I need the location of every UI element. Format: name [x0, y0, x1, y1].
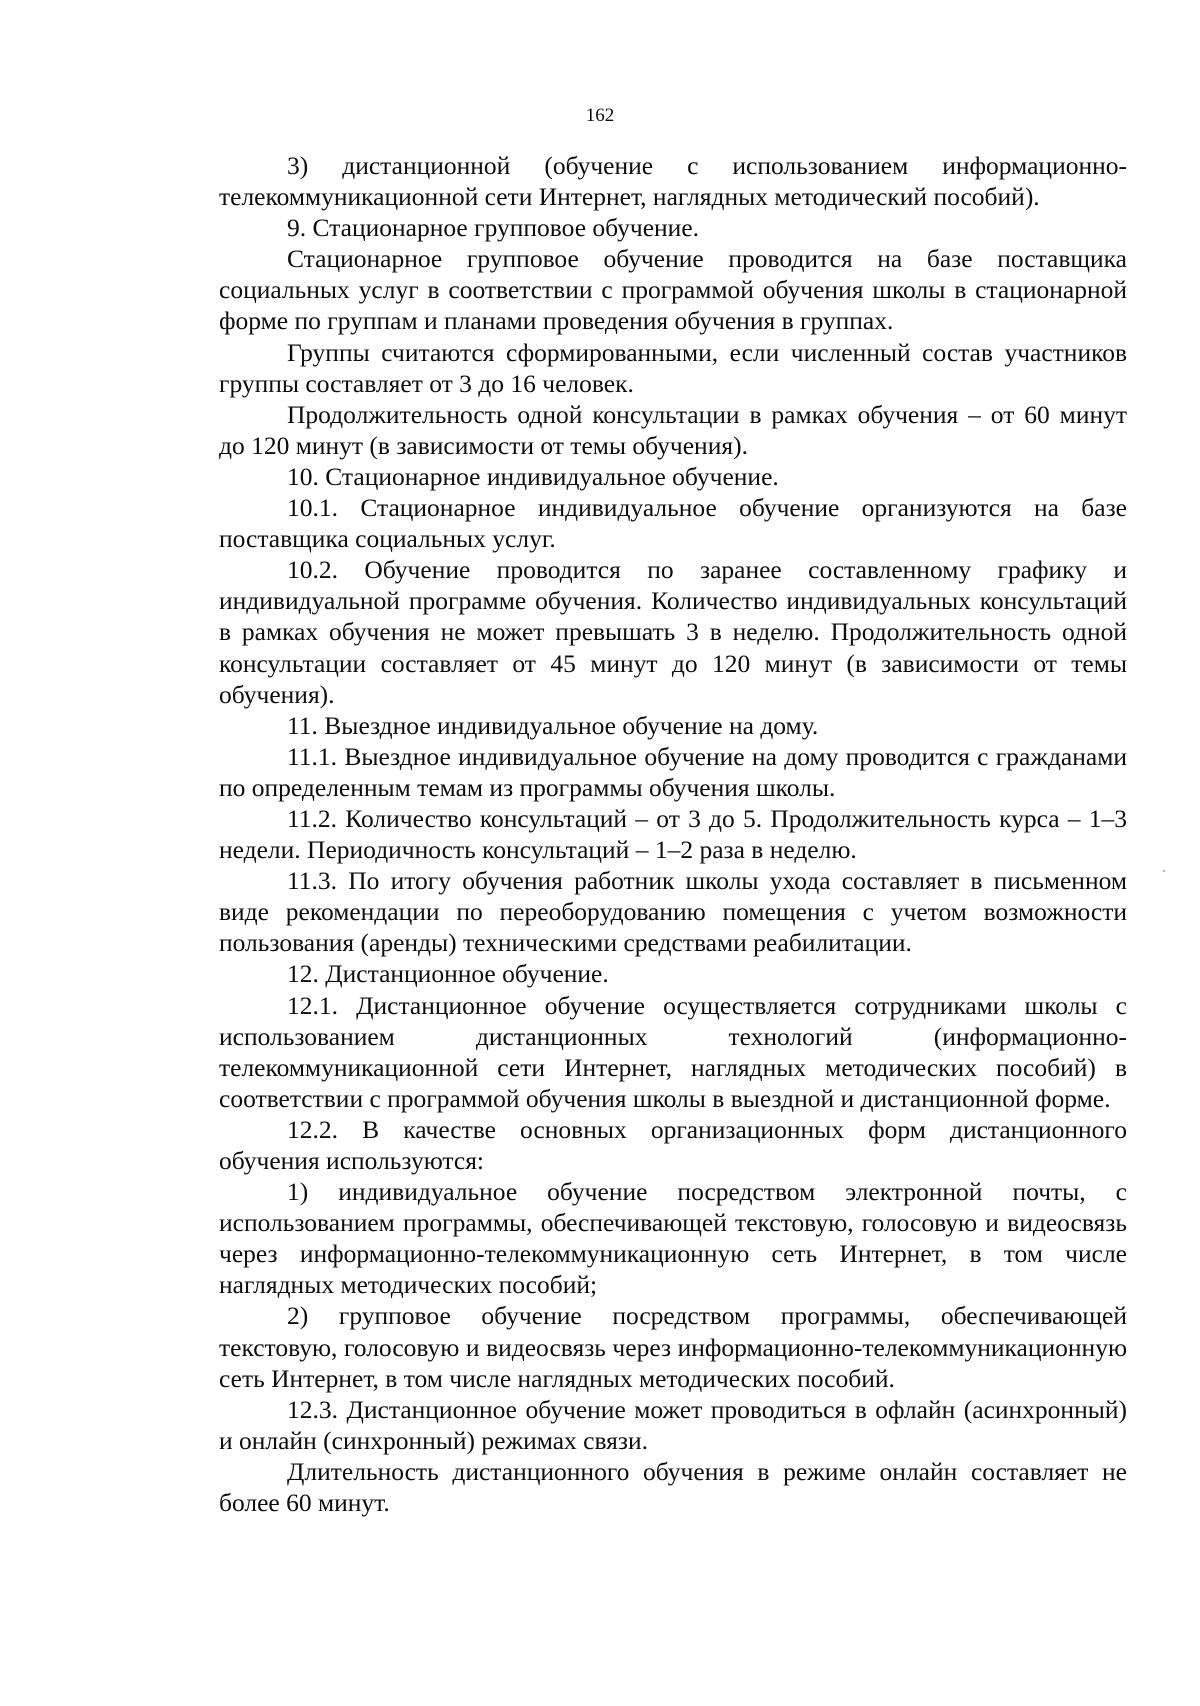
paragraph-12-3: 12.3. Дистанционное обучение может проводиться в офлайн (асинхронный) и онлайн (синхронный) режимах связи.	[219, 1394, 1127, 1455]
section-heading-11: 11. Выездное индивидуальное обучение на дому.	[287, 710, 819, 740]
list-item-individual-training: 1) индивидуальное обучение посредством электронной почты, с использованием программы, обеспечивающей текстовую, голосовую и видеосвязь через информационно-телекоммуникационную сеть Интернет, в том числе наглядных методических пособий;	[219, 1177, 1127, 1300]
paragraph-10-1: 10.1. Стационарное индивидуальное обучение организуются на базе поставщика социальных услуг.	[219, 493, 1127, 554]
paragraph-11-2: 11.2. Количество консультаций – от 3 до 5. Продолжительность курса – 1–3 недели. Периодичность консультаций – 1–2 раза в неделю.	[219, 803, 1127, 865]
paragraph-group-size: Группы считаются сформированными, если численный состав участников группы составляет от 3 до 16 человек.	[219, 337, 1127, 398]
scan-speck	[1163, 870, 1165, 872]
document-body	[219, 150, 1127, 1518]
paragraph-12-2: 12.2. В качестве основных организационных форм дистанционного обучения используются:	[219, 1114, 1127, 1175]
paragraph-12-1: 12.1. Дистанционное обучение осуществляется сотрудниками школы с использованием дистанционных технологий (информационно-телекоммуникационной сети Интернет, наглядных методических пособий) в соответствии с программой обучения школы в выездной и дистанционной форме.	[219, 990, 1127, 1113]
paragraph-11-1: 11.1. Выездное индивидуальное обучение на дому проводится с гражданами по определенным темам из программы обучения школы.	[219, 741, 1127, 802]
paragraph-stationary-group-base: Стационарное групповое обучение проводится на базе поставщика социальных услуг в соответствии с программой обучения школы в стационарной форме по группам и планами проведения обучения в группах.	[219, 244, 1127, 336]
paragraph-10-2: 10.2. Обучение проводится по заранее составленному графику и индивидуальной программе обучения. Количество индивидуальных консультаций в рамках обучения не может превышать 3 в неделю. Продолжительность одной консультации составляет от 45 минут до 120 минут (в зависимости от темы обучения).	[219, 555, 1127, 709]
paragraph-online-duration: Длительность дистанционного обучения в режиме онлайн составляет не более 60 минут.	[219, 1456, 1127, 1518]
section-heading-10: 10. Стационарное индивидуальное обучение.	[287, 461, 779, 491]
paragraph-11-3: 11.3. По итогу обучения работник школы ухода составляет в письменном виде рекомендации по переоборудованию помещения с учетом возможности пользования (аренды) техническими средствами реабилитации.	[219, 866, 1127, 958]
section-heading-9: 9. Стационарное групповое обучение.	[287, 213, 700, 243]
list-item-group-training: 2) групповое обучение посредством программы, обеспечивающей текстовую, голосовую и видеосвязь через информационно-телекоммуникационную сеть Интернет, в том числе наглядных методических пособий.	[219, 1301, 1127, 1393]
page-number: 162	[585, 105, 615, 126]
section-heading-12: 12. Дистанционное обучение.	[287, 959, 609, 989]
paragraph-item-3-distance: 3) дистанционной (обучение с использованием информационно-телекоммуникационной сети Интернет, наглядных методический пособий).	[219, 151, 1127, 212]
paragraph-consultation-duration: Продолжительность одной консультации в рамках обучения – от 60 минут до 120 минут (в зависимости от темы обучения).	[219, 399, 1127, 460]
